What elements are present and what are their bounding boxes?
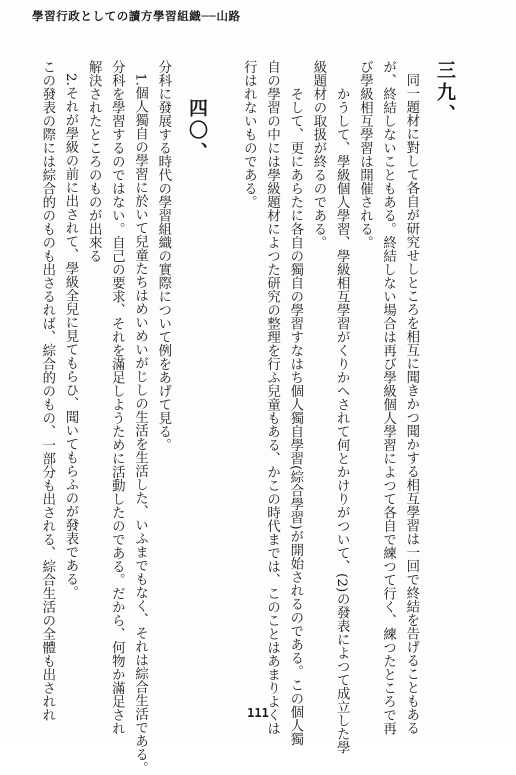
text-line: 解決されたところのものが出來る bbox=[86, 60, 102, 263]
section-heading-39: 三九、 bbox=[434, 60, 456, 126]
text-line: 級題材の取扱が終るのである。 bbox=[310, 60, 326, 249]
text-line: かうして、學級個人學習、學級相互學習がくりかへされて何とかけりがついて、(2)の發表によつて成立した學 bbox=[334, 86, 350, 755]
section-heading-40: 四〇、 bbox=[185, 98, 208, 164]
section-gap bbox=[214, 60, 237, 700]
text-line: 2.それが學級の前に出されて、學級全兒に見てもらひ、聞いてもらふのが發表である。 bbox=[62, 73, 78, 600]
text-line: 分科に發展する時代の學習組織の實際について例をあげて見る。 bbox=[155, 60, 171, 452]
text-line: 自の學習の中には學級題材によつた研究の整理を行ふ兒童もある、かこの時代までは、このことはあまりよくは bbox=[264, 60, 280, 735]
text-line: この發表の際には綜合的のものも出さるれば、綜合的のもの、一部分も出される、綜合生活の全體も出されれ bbox=[39, 60, 55, 722]
text-line: 分科を學習するのではない。自己の要求、それを滿足しようために活動したのである。だから、何物か滿足され bbox=[109, 60, 125, 735]
text-line: 同一題材に對して各自が研究せしところを相互に聞きかつ聞かする相互學習は一回で終結を告げることもある bbox=[403, 73, 419, 735]
text-line: そして、更にあらたに各自の獨自の學習すなはち個人獨自學習(綜合學習)が開始されるのである。この個人獨 bbox=[287, 86, 303, 746]
text-line: が、終結しないこともある。終結しない場合は再び學級個人學習によつて各自で練つて行く、練つたところで再 bbox=[380, 60, 396, 735]
page-number: 111 bbox=[247, 706, 269, 720]
text-line: 行はれないものである。 bbox=[241, 60, 257, 209]
running-head: 學習行政としての讀方學習組織──山路 bbox=[32, 9, 241, 23]
text-line: 1.個人獨自の學習に於いて兒童たちはめいめいがじしの生活を生活した、いふまでもなく、それは綜合生活である。 bbox=[132, 73, 148, 775]
text-line: び學級相互學習は開催される。 bbox=[357, 60, 373, 249]
